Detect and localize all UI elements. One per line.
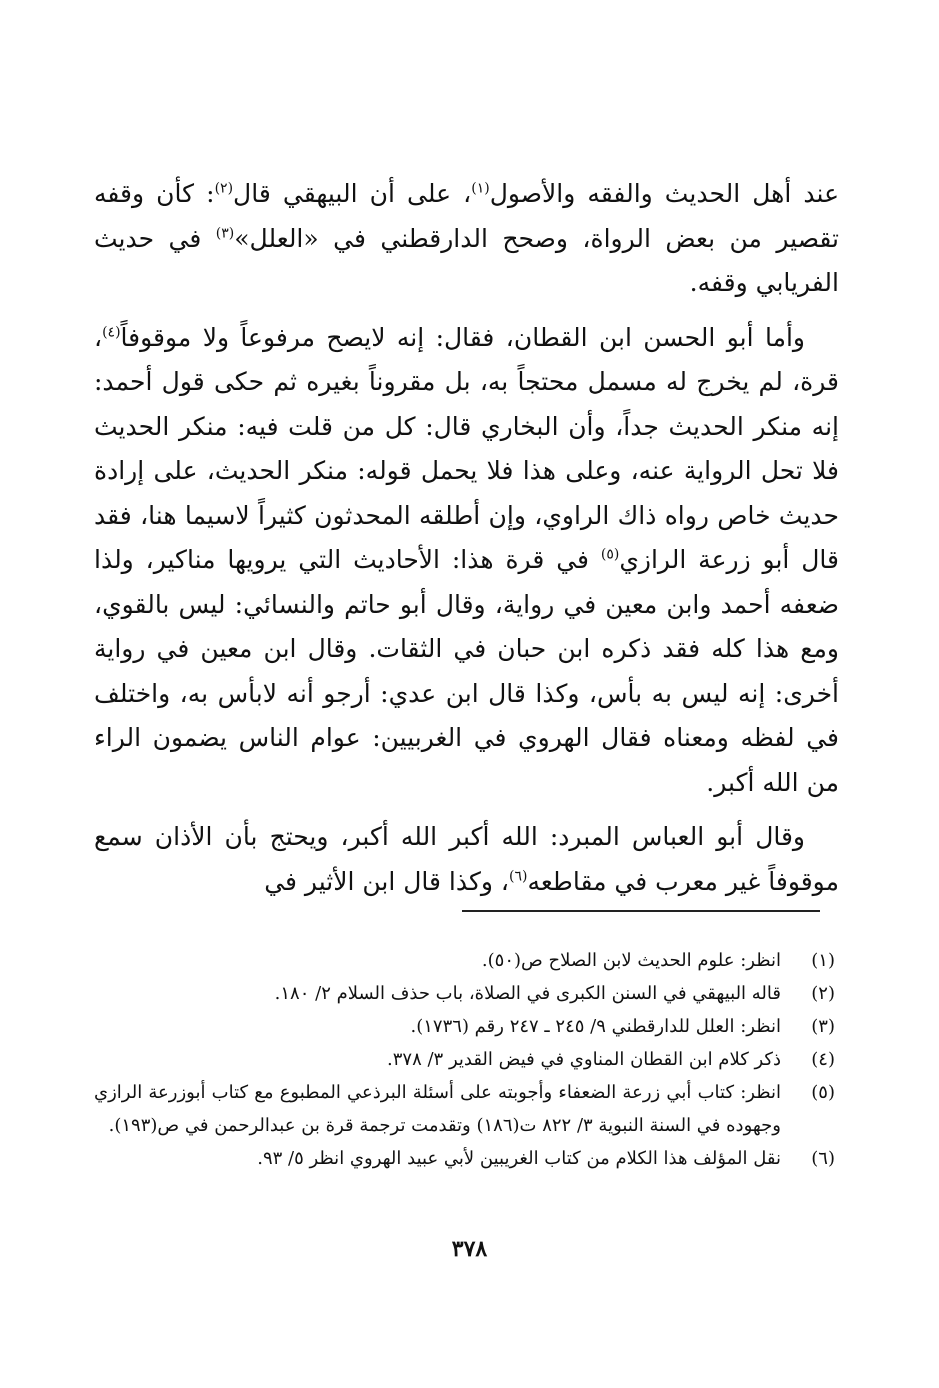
footnote bbox=[94, 1076, 839, 1142]
footnote-text: انظر: العلل للدارقطني ٩/ ٢٤٥ ـ ٢٤٧ رقم (١٧٣٦). bbox=[410, 1016, 781, 1037]
footnote-text: انظر: علوم الحديث لابن الصلاح ص(٥٠). bbox=[481, 950, 781, 971]
footnote-text: انظر: كتاب أبي زرعة الضعفاء وأجوبته على أسئلة البرذعي المطبوع مع كتاب أبوزرعة الرازي وجهوده في السنة النبوية ٣/ ٨٢٢ ت(١٨٦) وتقدمت ترجمة قرة بن عبدالرحمن في ص(١٩٣). bbox=[94, 1082, 781, 1136]
text-run: : كأن وقفه تقصير من بعض الرواة، وصحح الدارقطني في «العلل» bbox=[94, 179, 839, 253]
text-run: وقال أبو العباس المبرد: الله أكبر الله أكبر، ويحتج بأن الأذان سمع موقوفاً غير معرب في مقاطعه bbox=[94, 822, 839, 896]
text-run: في قرة هذا: الأحاديث التي يرويها مناكير، ولذا ضعفه أحمد وابن معين في رواية، وقال أبو حاتم والنسائي: ليس بالقوي، ومع هذا كله فقد ذكره ابن حبان في الثقات. وقال ابن معين في رواية أخرى: إنه ليس به بأس، وكذا قال ابن عدي: أرجو أنه لابأس به، واختلف في لفظه ومعناه فقال الهروي في الغربيين: عوام الناس يضمون الراء من الله أكبر. bbox=[94, 545, 839, 797]
footnote-number: (٦) bbox=[811, 1148, 835, 1169]
footnote-text: نقل المؤلف هذا الكلام من كتاب الغريبين لأبي عبيد الهروي انظر ٥/ ٩٣. bbox=[257, 1148, 781, 1169]
footnote-ref: (١) bbox=[471, 180, 490, 197]
footnotes-list bbox=[94, 944, 839, 1175]
footnote-number: (٢) bbox=[811, 983, 835, 1004]
footnote bbox=[94, 944, 839, 977]
text-run: ، وكذا قال ابن الأثير في bbox=[264, 866, 509, 896]
body-text bbox=[94, 172, 839, 904]
text-run: ، قرة، لم يخرج له مسمل محتجاً به، بل مقروناً بغيره ثم حكى قول أحمد: إنه منكر الحديث جداً، وأن البخاري قال: كل من قلت فيه: منكر الحديث فلا تحل الرواية عنه، وعلى هذا فلا يحمل قوله: منكر الحديث، على إرادة حديث خاص رواه ذاك الراوي، وإن أطلقه المحدثون كثيراً لاسيما هنا، فقد قال أبو زرعة الرازي bbox=[94, 322, 839, 574]
footnote-ref: (٦) bbox=[509, 868, 528, 885]
paragraph bbox=[94, 172, 839, 306]
text-run: وأما أبو الحسن ابن القطان، فقال: إنه لايصح مرفوعاً ولا موقوفاً bbox=[120, 322, 805, 352]
paragraph bbox=[94, 815, 839, 904]
footnote-text: ذكر كلام ابن القطان المناوي في فيض القدير ٣/ ٣٧٨. bbox=[387, 1049, 781, 1070]
page-number: ٣٧٨ bbox=[451, 1236, 488, 1262]
footnote-ref: (٥) bbox=[600, 546, 620, 563]
footnote bbox=[94, 977, 839, 1010]
footnote-number: (١) bbox=[811, 950, 835, 971]
footnote bbox=[94, 1043, 839, 1076]
footnote-ref: (٤) bbox=[102, 324, 121, 341]
footnote-text: قاله البيهقي في السنن الكبرى في الصلاة، باب حذف السلام ٢/ ١٨٠. bbox=[274, 983, 781, 1004]
footnote-ref: (٢) bbox=[214, 180, 234, 197]
text-run: ، على أن البيهقي قال bbox=[233, 179, 472, 208]
paragraph bbox=[94, 316, 839, 806]
footnote-separator bbox=[462, 910, 820, 912]
footnote-number: (٥) bbox=[811, 1082, 835, 1103]
footnote-number: (٤) bbox=[811, 1049, 835, 1070]
footnote-number: (٣) bbox=[811, 1016, 835, 1037]
footnote bbox=[94, 1010, 839, 1043]
footnote-ref: (٣) bbox=[215, 225, 235, 242]
text-run: في حديث الفريابي وقفه. bbox=[94, 223, 839, 297]
footnote bbox=[94, 1142, 839, 1175]
text-run: عند أهل الحديث والفقه والأصول bbox=[489, 179, 839, 208]
